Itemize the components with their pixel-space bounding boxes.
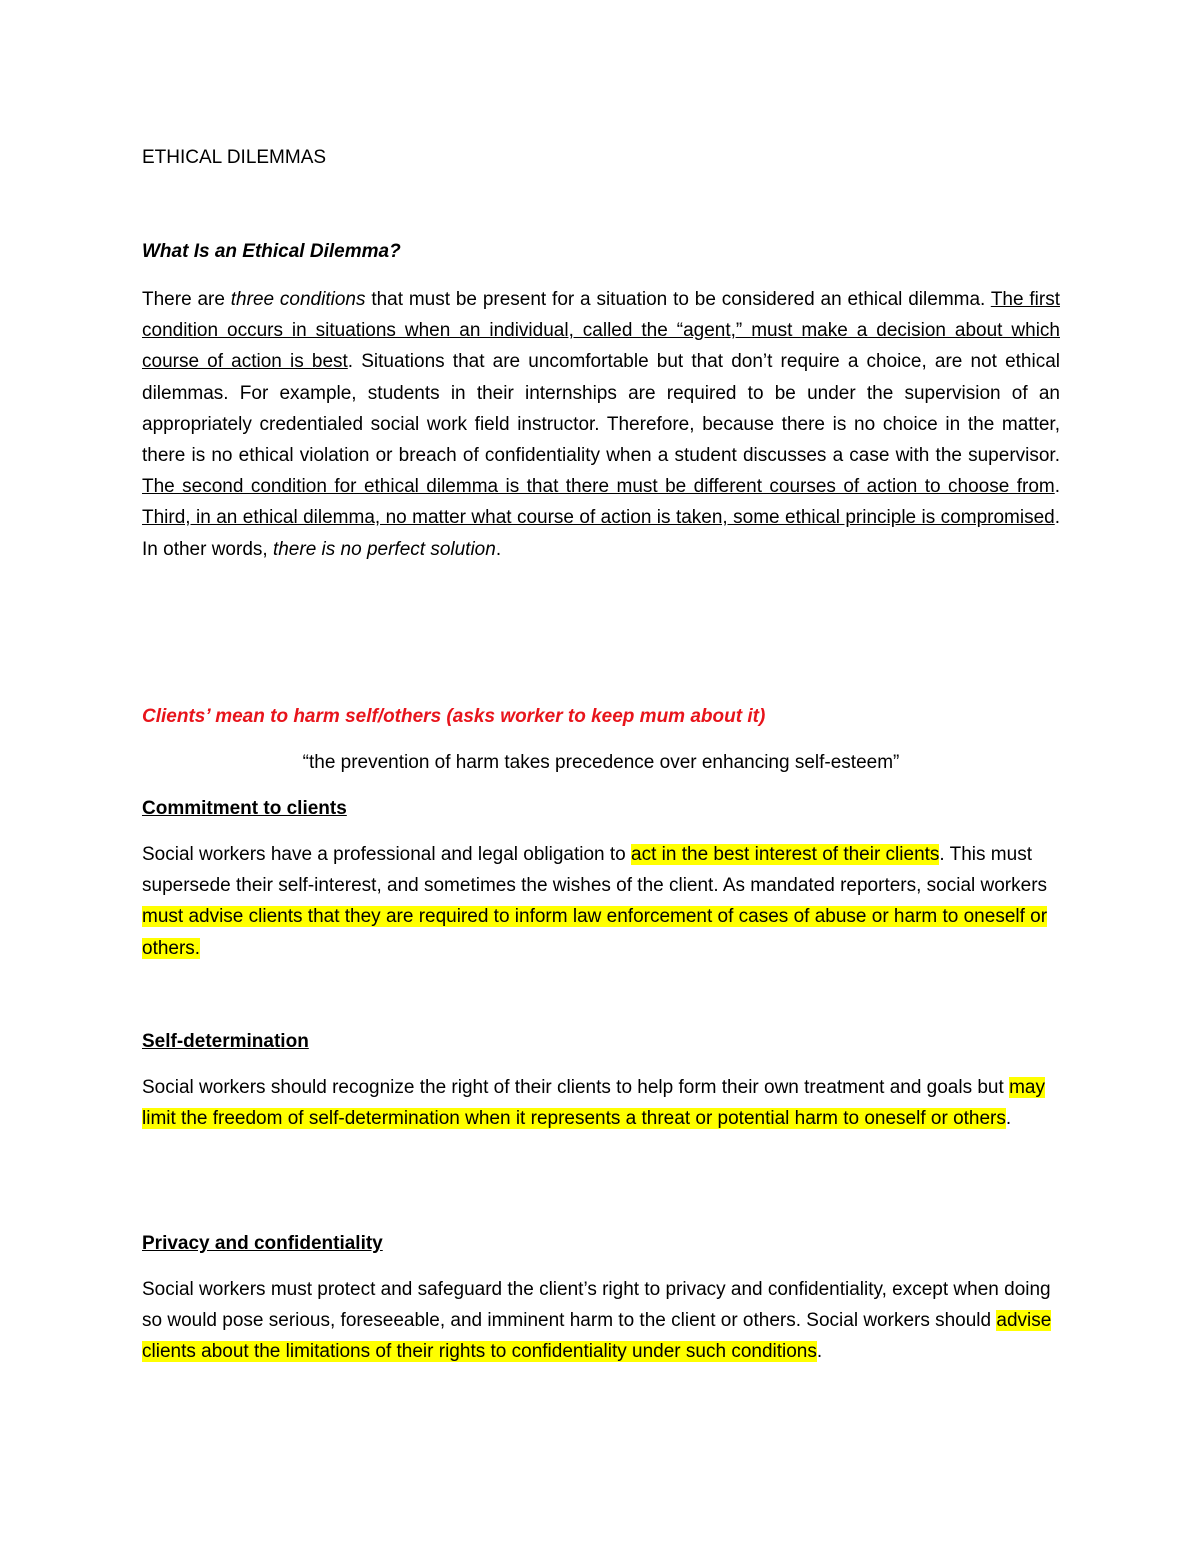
centered-quote: “the prevention of harm takes precedence over enhancing self-esteem” <box>302 752 900 773</box>
paragraph-text: . <box>816 1341 823 1363</box>
paragraph-text: . <box>1005 1108 1012 1130</box>
question-heading: What Is an Ethical Dilemma? <box>142 241 401 262</box>
intro-paragraph <box>142 284 1060 565</box>
highlighted-text: act in the best interest of their clients <box>631 844 940 865</box>
first-condition-underlined: The first condition occurs in situations when an individual, called the “agent,” must make a decision about which course of action is best <box>142 289 1060 373</box>
section-paragraph-self-determination <box>142 1072 1060 1134</box>
intro-italic-text: three conditions <box>230 289 366 310</box>
red-section-heading: Clients’ mean to harm self/others (asks worker to keep mum about it) <box>142 706 766 727</box>
section-paragraph-privacy <box>142 1274 1060 1368</box>
section-heading-self-determination: Self-determination <box>142 1031 309 1052</box>
paragraph-text: Social workers have a professional and legal obligation to <box>142 844 632 865</box>
highlighted-text: may limit the freedom of self-determination when it represents a threat or potential harm to oneself or others <box>142 1077 1045 1130</box>
section-paragraph-commitment <box>142 839 1060 964</box>
document-page <box>142 0 1060 1553</box>
section-heading-commitment: Commitment to clients <box>142 798 347 819</box>
highlighted-text: must advise clients that they are required to inform law enforcement of cases of abuse or harm to oneself or others. <box>142 906 1048 959</box>
no-perfect-solution-italic: there is no perfect solution <box>272 538 496 560</box>
intro-text: . In other words, <box>142 507 1060 560</box>
second-condition-underlined: The second condition for ethical dilemma is that there must be different courses of action to choose from <box>142 476 1055 498</box>
intro-text: that must be present for a situation to be considered an ethical dilemma. <box>365 289 991 310</box>
intro-text: There are <box>142 289 231 310</box>
section-heading-privacy: Privacy and confidentiality <box>142 1233 383 1254</box>
intro-text: . <box>1054 476 1060 498</box>
document-title: ETHICAL DILEMMAS <box>142 147 327 168</box>
intro-text: . Situations that are uncomfortable but that don’t require a choice, are not ethical dilemmas. For example, students in their internships are required to be under the supervision of an appropriately credentialed social work field instructor. Therefore, because there is no choice in the matter, there is no ethical violation or breach of confidentiality when a student discusses a case with the supervisor. <box>142 351 1060 467</box>
paragraph-text: . This must supersede their self-interest, and sometimes the wishes of the client. As mandated reporters, social workers <box>142 844 1048 897</box>
paragraph-text: Social workers should recognize the right of their clients to help form their own treatment and goals but <box>142 1077 1010 1098</box>
third-condition-underlined: Third, in an ethical dilemma, no matter what course of action is taken, some ethical principle is compromised <box>142 507 1055 529</box>
paragraph-text: Social workers must protect and safeguard the client’s right to privacy and confidentiality, except when doing so would pose serious, foreseeable, and imminent harm to the client or others. Social workers should <box>142 1279 1051 1332</box>
highlighted-text: advise clients about the limitations of their rights to confidentiality under such conditions <box>142 1310 1052 1363</box>
intro-text: . <box>495 538 502 560</box>
